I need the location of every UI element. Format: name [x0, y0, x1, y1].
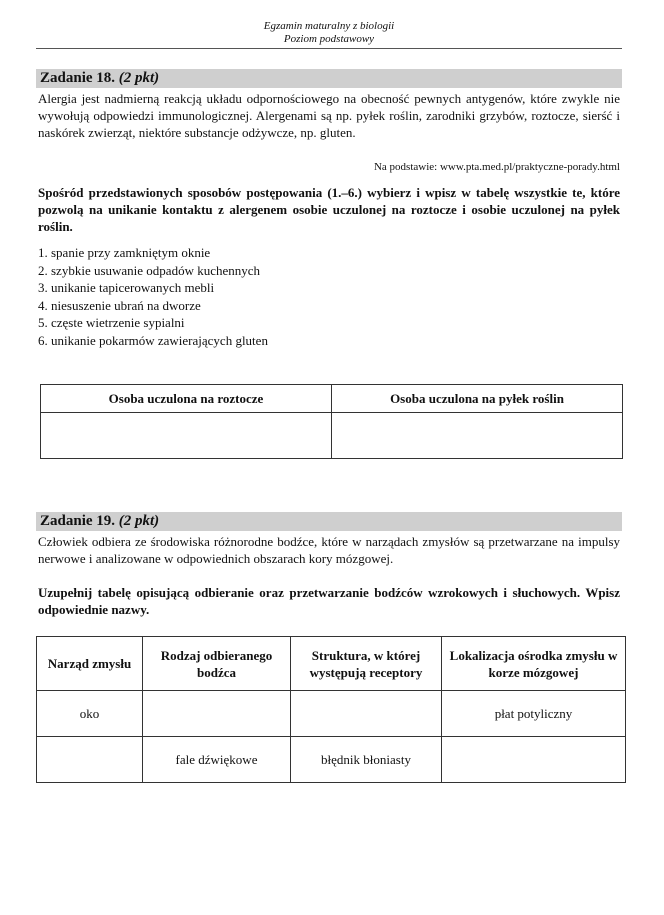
task-18-options [38, 244, 268, 349]
task-19-title [36, 512, 622, 531]
task-18-source: Na podstawie: www.pta.med.pl/praktyczne-porady.html [373, 161, 620, 173]
task-18-title [36, 69, 622, 88]
column-header: Lokalizacja ośrodka zmysłu w korze mózgowej [442, 637, 626, 691]
option-item: 3. unikanie tapicerowanych mebli [38, 280, 215, 295]
exam-title: Egzamin maturalny z biologii [263, 20, 395, 32]
option-item: 5. częste wietrzenie sypialni [38, 315, 185, 330]
column-header: Narząd zmysłu [37, 637, 143, 691]
table-row [37, 737, 626, 783]
task-19-points: (2 pkt) [118, 513, 160, 529]
option-item: 4. niesuszenie ubrań na dworze [38, 297, 201, 313]
answer-cell-dust-mites[interactable] [41, 413, 332, 459]
header-divider [36, 48, 622, 49]
task-18-intro: Alergia jest nadmierną reakcją układu odpornościowego na obecność pewnych antygenów, które zwykle nie wywołują odpowiedzi immunologicznej. Alergenami są np. pyłek roślin, zarodniki grzybów, roztocze, sierść i naskórek zwierząt, niektóre substancje odżywcze, np. gluten. [38, 91, 620, 140]
task-18-points: (2 pkt) [118, 70, 160, 86]
table-header-row [41, 385, 623, 413]
column-header: Osoba uczulona na roztocze [41, 385, 332, 413]
table-cell: fale dźwiękowe [143, 737, 291, 783]
answer-cell[interactable] [291, 691, 442, 737]
table-cell: płat potyliczny [442, 691, 626, 737]
answer-cell[interactable] [442, 737, 626, 783]
table-row [41, 413, 623, 459]
column-header: Osoba uczulona na pyłek roślin [332, 385, 623, 413]
option-item: 1. spanie przy zamkniętym oknie [38, 245, 211, 260]
task-18-number: Zadanie 18. [40, 70, 116, 86]
column-header: Rodzaj odbieranego bodźca [143, 637, 291, 691]
answer-cell[interactable] [143, 691, 291, 737]
column-header: Struktura, w której występują receptory [291, 637, 442, 691]
answer-cell-pollen[interactable] [332, 413, 623, 459]
task-19-intro: Człowiek odbiera ze środowiska różnorodne bodźce, które w narządach zmysłów są przetwarzane na impulsy nerwowe i analizowane w odpowiednich obszarach kory mózgowej. [38, 534, 620, 566]
table-cell: błędnik błoniasty [291, 737, 442, 783]
task-19-answer-table [36, 636, 626, 783]
option-item: 6. unikanie pokarmów zawierających gluten [38, 332, 268, 348]
option-item: 2. szybkie usuwanie odpadów kuchennych [38, 262, 261, 278]
answer-cell[interactable] [37, 737, 143, 783]
task-18-answer-table [40, 384, 623, 459]
task-18-instruction: Spośród przedstawionych sposobów postępowania (1.–6.) wybierz i wpisz w tabelę wszystkie te, które pozwolą na unikanie kontaktu z alergenem osobie uczulonej na roztocze i osobie uczulonej na pyłek roślin. [38, 185, 620, 234]
table-cell: oko [37, 691, 143, 737]
page-header [36, 20, 622, 46]
table-row [37, 691, 626, 737]
table-header-row [37, 637, 626, 691]
task-19-number: Zadanie 19. [40, 513, 116, 529]
task-19-instruction: Uzupełnij tabelę opisującą odbieranie oraz przetwarzanie bodźców wzrokowych i słuchowych. Wpisz odpowiednie nazwy. [38, 585, 620, 617]
exam-level: Poziom podstawowy [283, 33, 375, 45]
